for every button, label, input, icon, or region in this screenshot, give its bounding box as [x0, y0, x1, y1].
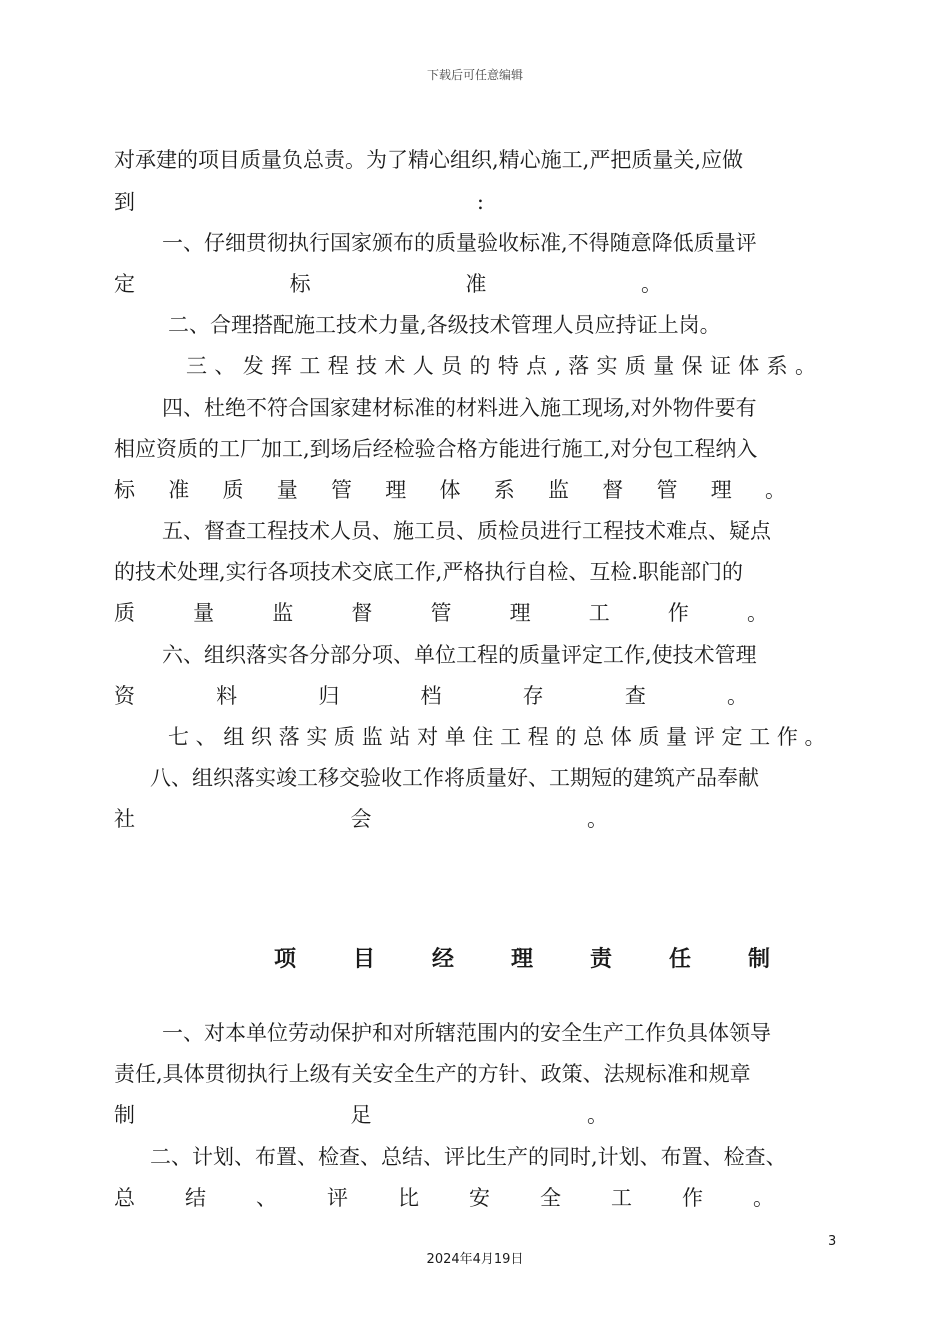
body-line: 社 会 。	[114, 807, 608, 831]
section-line: 一、对本单位劳动保护和对所辖范围内的安全生产工作负具体领导	[162, 1021, 771, 1045]
page-header: 下载后可任意编辑	[426, 68, 523, 82]
section-title: 项 目 经 理 责 任 制	[274, 947, 770, 972]
body-line: 到 :	[114, 190, 484, 214]
body-line: 四、杜绝不符合国家建材标准的材料进入施工现场,对外物件要有	[162, 396, 757, 420]
section-line: 二、计划、布置、检查、总结、评比生产的同时,计划、布置、检查、	[150, 1145, 787, 1169]
body-line: 标 准 质 量 管 理 体 系 监 督 管 理 。	[114, 478, 786, 502]
footer-date: 2024年4月19日	[426, 1252, 524, 1267]
body-line: 一、仔细贯彻执行国家颁布的质量验收标准,不得随意降低质量评	[162, 231, 757, 255]
body-line: 相应资质的工厂加工,到场后经检验合格方能进行施工,对分包工程纳入	[114, 437, 758, 461]
section-line: 制 足 。	[114, 1103, 608, 1127]
section-line: 责任,具体贯彻执行上级有关安全生产的方针、政策、法规标准和规章	[114, 1062, 751, 1086]
body-line: 资 料 归 档 存 查 。	[114, 684, 748, 708]
body-line: 三 、 发 挥 工 程 技 术 人 员 的 特 点 , 落 实 质 量 保 证 体 系 。	[186, 354, 816, 378]
body-line: 的技术处理,实行各项技术交底工作,严格执行自检、互检.职能部门的	[114, 560, 744, 584]
body-line: 质 量 监 督 管 理 工 作 。	[114, 601, 768, 625]
section-line: 总 结 、 评 比 安 全 工 作 。	[114, 1186, 774, 1210]
body-line: 八、组织落实竣工移交验收工作将质量好、工期短的建筑产品奉献	[150, 766, 759, 790]
body-line: 定 标 准 。	[114, 272, 662, 296]
body-line: 二、合理搭配施工技术力量,各级技术管理人员应持证上岗。	[168, 313, 721, 337]
body-line: 五、督查工程技术人员、施工员、质检员进行工程技术难点、疑点	[162, 519, 771, 543]
body-line: 七 、 组 织 落 实 质 监 站 对 单 住 工 程 的 总 体 质 量 评 定 工 作 。	[168, 725, 826, 749]
page-number: 3	[828, 1234, 837, 1249]
body-line: 对承建的项目质量负总责。为了精心组织,精心施工,严把质量关,应做	[114, 148, 744, 172]
body-line: 六、组织落实各分部分项、单位工程的质量评定工作,使技术管理	[162, 643, 757, 667]
